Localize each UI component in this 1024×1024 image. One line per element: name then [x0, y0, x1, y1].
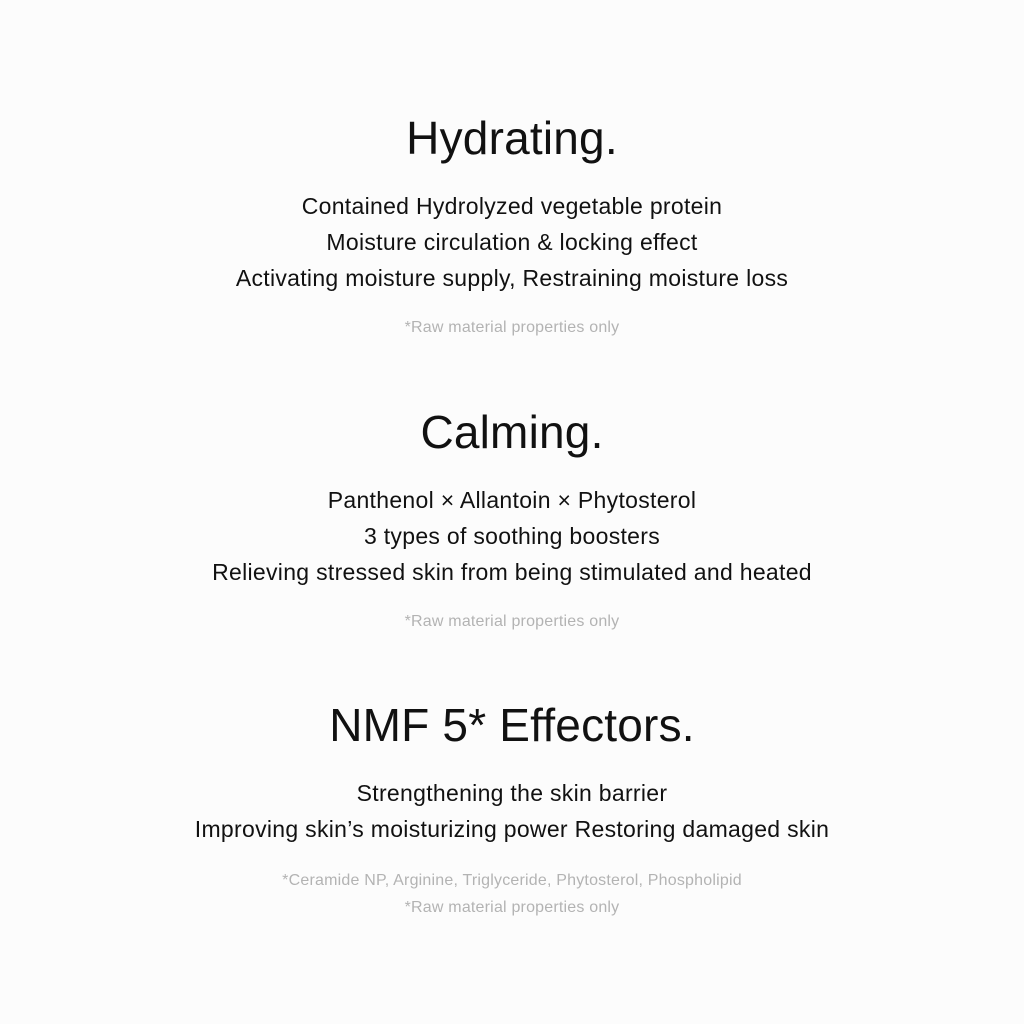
description-line: Activating moisture supply, Restraining moisture loss	[235, 265, 789, 291]
description-line: Strengthening the skin barrier	[356, 780, 668, 806]
section-footnotes	[0, 608, 1024, 635]
description-line: Improving skin’s moisturizing power Restoring damaged skin	[194, 816, 830, 842]
footnote: *Ceramide NP, Arginine, Triglyceride, Phytosterol, Phospholipid	[282, 872, 742, 889]
section-title: Calming.	[420, 406, 604, 458]
description-line: Panthenol × Allantoin × Phytosterol	[327, 487, 697, 513]
footnote: *Raw material properties only	[404, 319, 620, 336]
section-calming	[0, 404, 1024, 635]
description-line: Relieving stressed skin from being stimulated and heated	[212, 559, 812, 585]
section-nmf-effectors	[0, 697, 1024, 921]
section-description	[0, 775, 1024, 847]
section-title: NMF 5* Effectors.	[329, 699, 695, 751]
section-description	[0, 482, 1024, 590]
section-title: Hydrating.	[406, 112, 618, 164]
section-description	[0, 188, 1024, 296]
section-footnotes	[0, 867, 1024, 921]
footnote: *Raw material properties only	[404, 899, 620, 916]
footnote: *Raw material properties only	[404, 613, 620, 630]
description-line: Contained Hydrolyzed vegetable protein	[301, 193, 723, 219]
description-line: Moisture circulation & locking effect	[326, 229, 698, 255]
description-line: 3 types of soothing boosters	[363, 523, 661, 549]
section-footnotes	[0, 314, 1024, 341]
section-hydrating	[0, 110, 1024, 341]
